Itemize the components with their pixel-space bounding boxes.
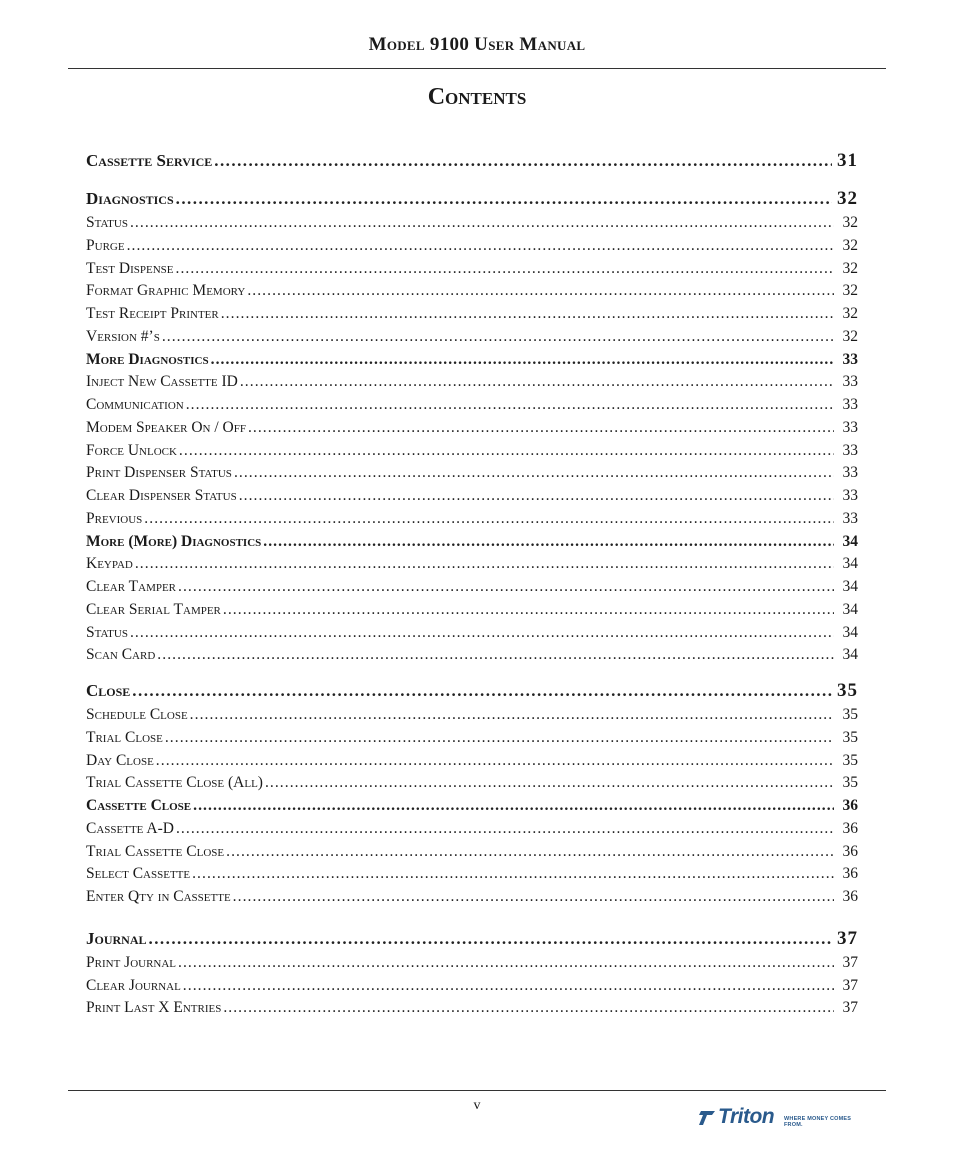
toc-entry[interactable] <box>86 977 858 1000</box>
toc-entry-page: 33 <box>842 441 858 459</box>
toc-entry[interactable] <box>86 706 858 729</box>
toc-leader-dots <box>265 774 834 792</box>
toc-leader-dots <box>179 442 834 460</box>
toc-entry-label: Cassette Service <box>86 151 213 170</box>
toc-entry-page: 34 <box>842 578 858 595</box>
toc-entry[interactable] <box>86 328 858 351</box>
toc-entry[interactable] <box>86 442 858 465</box>
toc-leader-dots <box>226 843 834 861</box>
toc-leader-dots <box>192 865 834 883</box>
toc-entry-page: 36 <box>842 819 858 837</box>
toc-entry[interactable] <box>86 601 858 624</box>
toc-entry-label: Format Graphic Memory <box>86 282 246 300</box>
toc-entry-label: Clear Journal <box>86 976 181 994</box>
toc-entry[interactable] <box>86 214 858 237</box>
toc-leader-dots <box>165 729 834 747</box>
toc-entry-label: Clear Tamper <box>86 578 177 595</box>
toc-leader-dots <box>186 396 834 414</box>
toc-entry-label: Modem Speaker On / Off <box>86 418 246 436</box>
toc-entry-label: Test Receipt Printer <box>86 305 219 322</box>
toc-leader-dots <box>248 419 834 437</box>
toc-entry-page: 35 <box>842 774 858 792</box>
toc-entry[interactable] <box>86 928 858 954</box>
toc-entry-page: 33 <box>842 509 858 527</box>
toc-entry[interactable] <box>86 282 858 305</box>
toc-leader-dots <box>183 977 834 995</box>
toc-entry-label: Force Unlock <box>86 441 177 459</box>
toc-leader-dots <box>221 305 834 323</box>
toc-entry[interactable] <box>86 797 858 820</box>
toc-leader-dots <box>240 373 834 391</box>
toc-entry-page: 36 <box>842 888 858 905</box>
logo-wordmark: Triton <box>718 1105 775 1128</box>
toc-entry[interactable] <box>86 624 858 647</box>
toc-entry[interactable] <box>86 578 858 601</box>
toc-leader-dots <box>239 487 834 505</box>
toc-entry-page: 32 <box>842 236 858 254</box>
toc-entry-label: More Diagnostics <box>86 350 209 368</box>
toc-entry[interactable] <box>86 646 858 669</box>
toc-entry-label: Print Journal <box>86 953 177 971</box>
toc-entry-page: 36 <box>842 797 858 814</box>
toc-leader-dots <box>247 282 834 300</box>
toc-entry-label: Enter Qty in Cassette <box>86 888 231 905</box>
toc-entry-page: 33 <box>842 396 858 413</box>
toc-entry-label: Print Last X Entries <box>86 999 222 1017</box>
page-number: v <box>473 1098 481 1113</box>
toc-entry-page: 35 <box>837 680 858 701</box>
header-rule <box>68 68 886 69</box>
toc-entry-page: 37 <box>842 976 858 994</box>
toc-leader-dots <box>178 954 834 972</box>
footer-rule <box>68 1090 886 1091</box>
toc-leader-dots <box>223 999 834 1017</box>
toc-entry[interactable] <box>86 888 858 911</box>
toc-entry[interactable] <box>86 843 858 866</box>
toc-entry-page: 35 <box>842 751 858 769</box>
toc-leader-dots <box>149 929 832 949</box>
toc-leader-dots <box>176 820 834 838</box>
toc-entry-label: Select Cassette <box>86 865 191 883</box>
toc-entry-label: Purge <box>86 236 125 254</box>
toc-entry-label: Journal <box>86 928 147 948</box>
toc-entry-page: 32 <box>842 259 858 277</box>
toc-entry-page: 32 <box>842 214 858 231</box>
toc-entry[interactable] <box>86 999 858 1022</box>
toc-leader-dots <box>130 214 834 232</box>
toc-entry[interactable] <box>86 954 858 977</box>
toc-leader-dots <box>193 797 834 815</box>
toc-entry-page: 36 <box>842 865 858 883</box>
toc-entry[interactable] <box>86 487 858 510</box>
toc-leader-dots <box>144 510 834 528</box>
toc-leader-dots <box>190 706 834 724</box>
toc-entry-label: Cassette Close <box>86 797 192 814</box>
toc-leader-dots <box>234 464 834 482</box>
toc-leader-dots <box>132 681 832 701</box>
toc-entry[interactable] <box>86 373 858 396</box>
toc-leader-dots <box>156 752 834 770</box>
logo-tagline: WHERE MONEY COMES FROM. <box>784 1116 852 1128</box>
toc-entry[interactable] <box>86 510 858 533</box>
toc-entry-label: Inject New Cassette ID <box>86 373 238 391</box>
toc-entry[interactable] <box>86 188 858 214</box>
toc-entry-page: 33 <box>842 373 858 391</box>
toc-entry-page: 36 <box>842 842 858 860</box>
toc-leader-dots <box>130 624 834 642</box>
toc-leader-dots <box>233 888 834 906</box>
toc-leader-dots <box>162 328 834 346</box>
toc-entry-page: 34 <box>842 532 858 550</box>
toc-entry-label: Previous <box>86 509 143 527</box>
toc-entry-label: Test Dispense <box>86 259 174 277</box>
toc-entry-label: Print Dispenser Status <box>86 464 232 482</box>
toc-entry-page: 35 <box>842 728 858 746</box>
toc-entry[interactable] <box>86 555 858 578</box>
page-title: Contents <box>427 84 527 110</box>
toc-entry[interactable] <box>86 533 858 556</box>
toc-entry[interactable] <box>86 680 858 706</box>
toc-entry-label: Trial Cassette Close <box>86 842 225 860</box>
running-header: Model 9100 User Manual <box>368 34 586 55</box>
toc-entry-page: 34 <box>842 600 858 618</box>
toc-entry-page: 33 <box>842 350 858 368</box>
toc-entry[interactable] <box>86 351 858 374</box>
toc-entry-page: 37 <box>842 999 858 1017</box>
toc-entry[interactable] <box>86 396 858 419</box>
toc-entry[interactable] <box>86 419 858 442</box>
toc-entry-page: 32 <box>837 188 858 209</box>
toc-entry[interactable] <box>86 729 858 752</box>
toc-leader-dots <box>135 555 834 573</box>
toc-entry-label: Status <box>86 623 128 641</box>
triton-logo <box>698 1105 868 1131</box>
toc-entry-page: 33 <box>842 487 858 504</box>
toc-entry[interactable] <box>86 260 858 283</box>
toc-leader-dots <box>178 578 834 596</box>
triton-swoosh-icon <box>698 1108 718 1128</box>
toc-entry[interactable] <box>86 820 858 843</box>
toc-entry-page: 37 <box>842 953 858 971</box>
toc-entry-label: Clear Serial Tamper <box>86 600 221 618</box>
table-of-contents <box>86 150 858 1022</box>
toc-entry-page: 34 <box>842 646 858 664</box>
toc-entry-label: Keypad <box>86 555 133 573</box>
toc-entry[interactable] <box>86 237 858 260</box>
toc-leader-dots <box>214 151 832 171</box>
toc-entry-label: Status <box>86 214 128 231</box>
toc-entry-page: 32 <box>842 305 858 322</box>
toc-entry-label: Day Close <box>86 751 154 769</box>
toc-leader-dots <box>263 533 834 551</box>
toc-leader-dots <box>211 351 834 369</box>
toc-entry-page: 34 <box>842 623 858 641</box>
toc-leader-dots <box>157 646 834 664</box>
toc-entry-page: 33 <box>842 418 858 436</box>
toc-entry-label: Diagnostics <box>86 189 174 208</box>
toc-entry[interactable] <box>86 865 858 888</box>
toc-entry-page: 37 <box>837 927 858 949</box>
toc-entry[interactable] <box>86 150 858 177</box>
toc-entry-page: 34 <box>842 555 858 573</box>
toc-entry-label: Clear Dispenser Status <box>86 487 237 504</box>
toc-entry-page: 32 <box>842 327 858 345</box>
toc-entry-page: 33 <box>842 464 858 482</box>
toc-entry-label: Communication <box>86 396 184 413</box>
toc-entry-label: Cassette A-D <box>86 819 174 837</box>
toc-leader-dots <box>176 260 835 278</box>
toc-entry-page: 31 <box>837 150 858 171</box>
toc-entry-page: 35 <box>842 706 858 723</box>
toc-entry-label: Close <box>86 681 131 700</box>
toc-entry[interactable] <box>86 464 858 487</box>
toc-entry-label: Trial Cassette Close (All) <box>86 774 263 792</box>
toc-entry[interactable] <box>86 752 858 775</box>
toc-entry-label: Version #’s <box>86 327 160 345</box>
toc-entry[interactable] <box>86 774 858 797</box>
toc-entry-label: Schedule Close <box>86 706 188 723</box>
toc-leader-dots <box>176 189 832 209</box>
toc-leader-dots <box>127 237 834 255</box>
toc-entry[interactable] <box>86 305 858 328</box>
toc-entry-label: Trial Close <box>86 728 163 746</box>
toc-entry-label: More (More) Diagnostics <box>86 532 262 550</box>
toc-entry-page: 32 <box>842 282 858 300</box>
toc-entry-label: Scan Card <box>86 646 156 664</box>
toc-leader-dots <box>223 601 834 619</box>
